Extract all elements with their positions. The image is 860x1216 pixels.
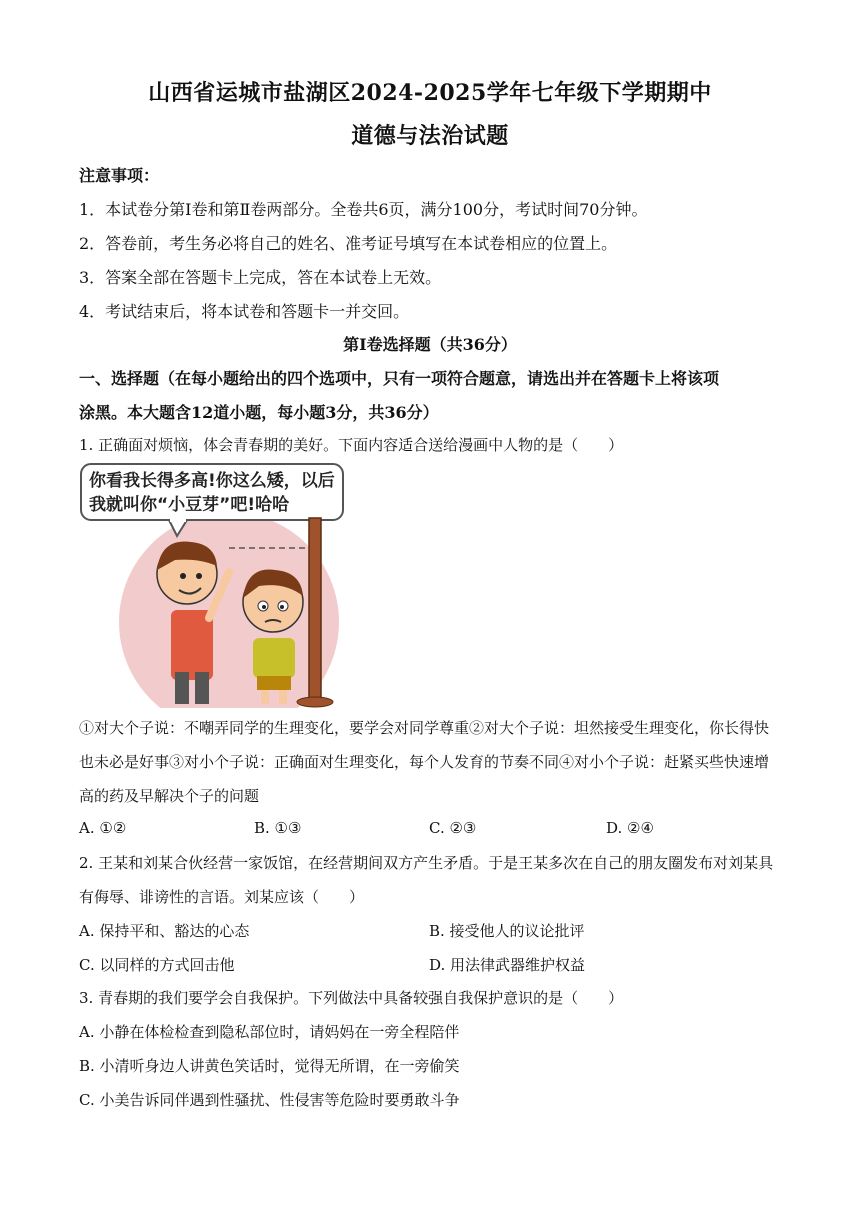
question-1-statements-cont: 也未必是好事③对小个子说：正确面对生理变化，每个人发育的节奏不同④对小个子说：赶紧买些快速增 bbox=[79, 753, 770, 771]
section-title: 第Ⅰ卷选择题（共36分） bbox=[343, 335, 517, 354]
q1-option-d[interactable]: D. ②④ bbox=[606, 819, 654, 837]
bubble-text-line2: 我就叫你“小豆芽”吧!哈哈 bbox=[89, 495, 290, 515]
q3-option-c[interactable]: C. 小美告诉同伴遇到性骚扰、性侵害等危险时要勇敢斗争 bbox=[79, 1091, 460, 1109]
q2-option-d[interactable]: D. 用法律武器维护权益 bbox=[429, 956, 586, 974]
q1-option-a[interactable]: A. ①② bbox=[79, 819, 127, 837]
q3-option-b[interactable]: B. 小清听身边人讲黄色笑话时，觉得无所谓，在一旁偷笑 bbox=[79, 1057, 460, 1075]
q2-option-c[interactable]: C. 以同样的方式回击他 bbox=[79, 956, 235, 974]
notice-item: 2．答卷前，考生务必将自己的姓名、准考证号填写在本试卷相应的位置上。 bbox=[79, 234, 618, 253]
question-2-stem-cont: 有侮辱、诽谤性的言语。刘某应该（ ） bbox=[79, 888, 365, 906]
part-heading: 一、选择题（在每小题给出的四个选项中，只有一项符合题意，请选出并在答题卡上将该项 bbox=[79, 369, 720, 388]
cartoon-illustration bbox=[79, 462, 359, 708]
notice-heading: 注意事项： bbox=[79, 166, 160, 185]
exam-subtitle: 道德与法治试题 bbox=[351, 123, 509, 149]
notice-item: 1．本试卷分第Ⅰ卷和第Ⅱ卷两部分。全卷共6页，满分100分，考试时间70分钟。 bbox=[79, 200, 648, 219]
question-1-statements: ①对大个子说：不嘲弄同学的生理变化，要学会对同学尊重②对大个子说：坦然接受生理变化，你长得快 bbox=[79, 719, 770, 737]
notice-item: 3．答案全部在答题卡上完成，答在本试卷上无效。 bbox=[79, 268, 442, 287]
q2-option-b[interactable]: B. 接受他人的议论批评 bbox=[429, 922, 585, 940]
q1-option-b[interactable]: B. ①③ bbox=[254, 819, 302, 837]
question-2-stem: 2. 王某和刘某合伙经营一家饭馆，在经营期间双方产生矛盾。于是王某多次在自己的朋友圈发布对刘某具 bbox=[79, 854, 774, 872]
exam-title: 山西省运城市盐湖区2024-2025学年七年级下学期期中 bbox=[148, 80, 712, 106]
question-1-stem: 1. 正确面对烦恼，体会青春期的美好。下面内容适合送给漫画中人物的是（ ） bbox=[79, 436, 624, 454]
bubble-text-line1: 你看我长得多高!你这么矮，以后 bbox=[89, 471, 335, 491]
question-3-stem: 3. 青春期的我们要学会自我保护。下列做法中具备较强自我保护意识的是（ ） bbox=[79, 989, 624, 1007]
notice-item: 4．考试结束后，将本试卷和答题卡一并交回。 bbox=[79, 302, 410, 321]
part-heading-cont: 涂黑。本大题含12道小题，每小题3分，共36分） bbox=[79, 403, 439, 422]
question-1-statements-cont: 高的药及早解决个子的问题 bbox=[79, 787, 260, 805]
q1-option-c[interactable]: C. ②③ bbox=[429, 819, 477, 837]
q3-option-a[interactable]: A. 小静在体检检查到隐私部位时，请妈妈在一旁全程陪伴 bbox=[79, 1023, 460, 1041]
q2-option-a[interactable]: A. 保持平和、豁达的心态 bbox=[79, 922, 250, 940]
